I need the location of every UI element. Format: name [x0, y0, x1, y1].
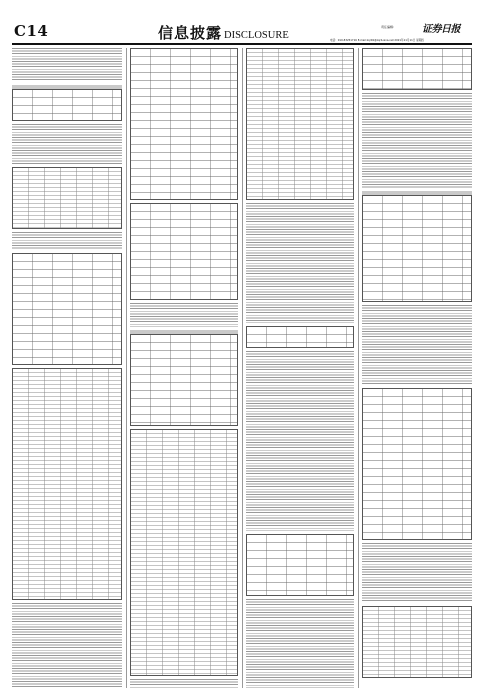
text-block [246, 203, 354, 323]
section-title [158, 22, 289, 43]
data-table [362, 388, 472, 540]
data-table [246, 534, 354, 596]
text-block [130, 303, 238, 327]
page-number: C14 [14, 22, 49, 40]
text-block [12, 124, 122, 164]
data-table [12, 167, 122, 229]
text-block [246, 351, 354, 531]
data-table [130, 334, 238, 426]
column-4 [362, 48, 472, 688]
column-1 [12, 48, 122, 688]
section-title-cn: 信息披露 [158, 24, 223, 42]
data-table [12, 253, 122, 365]
text-block [12, 48, 122, 82]
section-title-en: DISCLOSURE [224, 30, 289, 41]
column-3 [246, 48, 354, 688]
editor-line: 责任编辑： [381, 25, 397, 29]
text-block [362, 93, 472, 188]
masthead [0, 0, 484, 44]
text-block [362, 305, 472, 385]
data-table [362, 195, 472, 302]
data-table [362, 48, 472, 90]
column-2 [130, 48, 238, 688]
column-divider [358, 48, 359, 688]
column-divider [126, 48, 127, 688]
contact-meta: 电话：010-83251716 E-mail:zqrb9@zqrb.sina.net 2021年11月11日 星期四 [330, 39, 425, 42]
data-table [12, 89, 122, 121]
newspaper-logo: 证券日报 [422, 24, 460, 35]
text-block [12, 603, 122, 688]
text-block [12, 232, 122, 250]
data-table [246, 326, 354, 348]
data-table [246, 48, 354, 200]
data-table [130, 203, 238, 300]
data-table [130, 48, 238, 200]
masthead-rule [12, 43, 472, 45]
data-table [12, 368, 122, 600]
data-table [130, 429, 238, 676]
text-block [130, 679, 238, 688]
text-block [362, 543, 472, 603]
column-divider [242, 48, 243, 688]
text-block [246, 599, 354, 688]
data-table [362, 606, 472, 678]
